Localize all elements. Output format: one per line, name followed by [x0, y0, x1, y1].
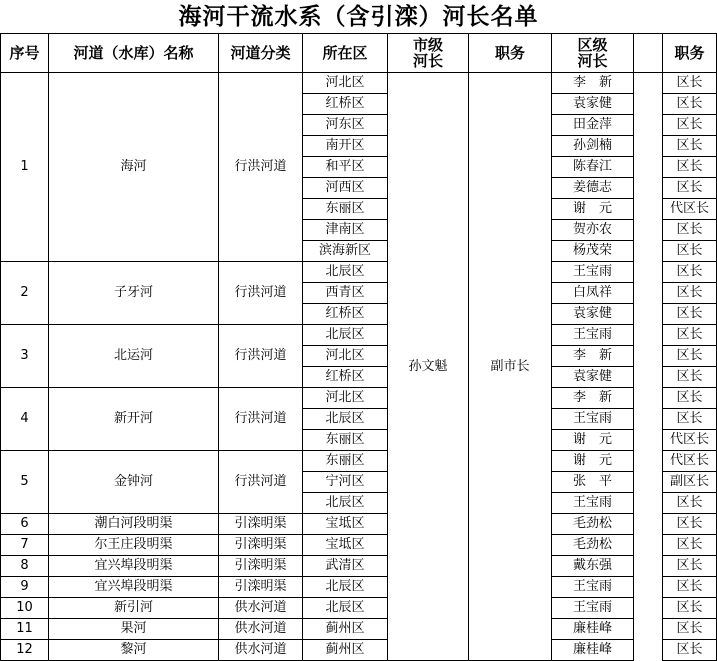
river-name-cell: 北运河 — [49, 325, 219, 388]
river-name-cell: 黎河 — [49, 640, 219, 661]
district-cell: 红桥区 — [303, 94, 388, 115]
district-position-cell: 区长 — [663, 577, 717, 598]
district-position-cell: 区长 — [663, 262, 717, 283]
district-position-cell: 区长 — [663, 157, 717, 178]
seq-cell: 1 — [1, 73, 49, 262]
district-chief-cell: 姜德志 — [552, 178, 634, 199]
district-chief-cell: 毛劲松 — [552, 514, 634, 535]
district-position-cell: 区长 — [663, 535, 717, 556]
district-chief-cell: 杨茂荣 — [552, 241, 634, 262]
district-cell: 武清区 — [303, 556, 388, 577]
header-city-position: 职务 — [469, 34, 552, 73]
district-position-cell: 区长 — [663, 283, 717, 304]
river-name-cell: 尔王庄段明渠 — [49, 535, 219, 556]
header-city-chief-line2: 河长 — [412, 51, 443, 70]
seq-cell: 10 — [1, 598, 49, 619]
district-position-cell: 区长 — [663, 325, 717, 346]
district-chief-cell: 贺亦农 — [552, 220, 634, 241]
header-city-chief — [388, 34, 469, 73]
table-row — [1, 514, 717, 535]
district-chief-cell: 李 新 — [552, 388, 634, 409]
table-row — [1, 262, 717, 283]
river-category-cell: 引滦明渠 — [219, 556, 303, 577]
district-chief-cell: 王宝雨 — [552, 598, 634, 619]
district-chief-cell: 袁家健 — [552, 94, 634, 115]
district-cell: 西青区 — [303, 283, 388, 304]
district-position-cell: 区长 — [663, 94, 717, 115]
seq-cell: 2 — [1, 262, 49, 325]
district-position-cell: 区长 — [663, 304, 717, 325]
district-position-cell: 代区长 — [663, 451, 717, 472]
header-district-chief-line1: 区级 — [577, 35, 608, 54]
river-category-cell: 行洪河道 — [219, 262, 303, 325]
river-name-cell: 新引河 — [49, 598, 219, 619]
district-cell: 北辰区 — [303, 598, 388, 619]
district-cell: 河北区 — [303, 73, 388, 94]
district-position-cell: 区长 — [663, 556, 717, 577]
river-category-cell: 引滦明渠 — [219, 514, 303, 535]
district-chief-cell: 田金萍 — [552, 115, 634, 136]
district-cell: 宁河区 — [303, 472, 388, 493]
district-cell: 蓟州区 — [303, 640, 388, 661]
seq-cell: 8 — [1, 556, 49, 577]
seq-cell: 12 — [1, 640, 49, 661]
seq-cell: 11 — [1, 619, 49, 640]
city-position-cell: 副市长 — [469, 73, 552, 661]
district-position-cell: 区长 — [663, 136, 717, 157]
header-city-chief-line1: 市级 — [412, 35, 443, 54]
district-position-cell: 区长 — [663, 640, 717, 661]
district-chief-cell: 白凤祥 — [552, 283, 634, 304]
river-category-cell: 供水河道 — [219, 640, 303, 661]
table-row — [1, 325, 717, 346]
document-title: 海河干流水系（含引滦）河长名单 — [178, 3, 539, 30]
district-cell: 南开区 — [303, 136, 388, 157]
district-position-cell: 区长 — [663, 73, 717, 94]
seq-cell: 4 — [1, 388, 49, 451]
district-position-cell: 区长 — [663, 409, 717, 430]
header-seq: 序号 — [1, 34, 49, 73]
district-chief-cell: 谢 元 — [552, 199, 634, 220]
district-position-cell: 区长 — [663, 493, 717, 514]
district-chief-cell: 谢 元 — [552, 430, 634, 451]
river-name-cell: 宜兴埠段明渠 — [49, 556, 219, 577]
district-cell: 宝坻区 — [303, 535, 388, 556]
table-row — [1, 535, 717, 556]
district-cell: 北辰区 — [303, 493, 388, 514]
district-chief-cell: 王宝雨 — [552, 325, 634, 346]
river-name-cell: 果河 — [49, 619, 219, 640]
district-chief-cell: 袁家健 — [552, 367, 634, 388]
district-cell: 北辰区 — [303, 577, 388, 598]
district-position-cell: 区长 — [663, 388, 717, 409]
district-position-cell: 区长 — [663, 241, 717, 262]
district-chief-cell: 李 新 — [552, 73, 634, 94]
river-name-cell: 新开河 — [49, 388, 219, 451]
table-body — [1, 73, 717, 661]
district-chief-cell: 王宝雨 — [552, 493, 634, 514]
table-row — [1, 598, 717, 619]
district-cell: 北辰区 — [303, 409, 388, 430]
table-row — [1, 556, 717, 577]
district-position-cell: 代区长 — [663, 430, 717, 451]
header-district-chief-line2: 河长 — [577, 51, 608, 70]
district-cell: 滨海新区 — [303, 241, 388, 262]
district-position-cell: 区长 — [663, 346, 717, 367]
gap-cell — [634, 73, 663, 661]
river-name-cell: 宜兴埠段明渠 — [49, 577, 219, 598]
district-chief-cell: 谢 元 — [552, 451, 634, 472]
district-chief-cell: 毛劲松 — [552, 535, 634, 556]
header-category: 河道分类 — [219, 34, 303, 73]
district-cell: 东丽区 — [303, 199, 388, 220]
district-chief-cell: 李 新 — [552, 346, 634, 367]
river-category-cell: 行洪河道 — [219, 73, 303, 262]
river-chief-table — [0, 33, 717, 661]
table-row — [1, 388, 717, 409]
river-category-cell: 行洪河道 — [219, 388, 303, 451]
seq-cell: 6 — [1, 514, 49, 535]
district-cell: 蓟州区 — [303, 619, 388, 640]
district-chief-cell: 孙剑楠 — [552, 136, 634, 157]
table-row — [1, 577, 717, 598]
district-cell: 津南区 — [303, 220, 388, 241]
seq-cell: 5 — [1, 451, 49, 514]
district-chief-cell: 廉桂峰 — [552, 619, 634, 640]
district-cell: 北辰区 — [303, 325, 388, 346]
river-name-cell: 海河 — [49, 73, 219, 262]
river-category-cell: 行洪河道 — [219, 451, 303, 514]
district-position-cell: 区长 — [663, 514, 717, 535]
district-chief-cell: 王宝雨 — [552, 409, 634, 430]
table-row — [1, 640, 717, 661]
header-district-chief — [552, 34, 634, 73]
district-position-cell: 代区长 — [663, 199, 717, 220]
seq-cell: 7 — [1, 535, 49, 556]
river-category-cell: 供水河道 — [219, 598, 303, 619]
river-name-cell: 子牙河 — [49, 262, 219, 325]
header-gap — [634, 34, 663, 73]
district-cell: 河北区 — [303, 388, 388, 409]
river-name-cell: 金钟河 — [49, 451, 219, 514]
seq-cell: 3 — [1, 325, 49, 388]
header-district-position: 职务 — [663, 34, 717, 73]
district-cell: 东丽区 — [303, 430, 388, 451]
district-cell: 红桥区 — [303, 304, 388, 325]
header-river: 河道（水库）名称 — [49, 34, 219, 73]
district-cell: 河西区 — [303, 178, 388, 199]
river-category-cell: 供水河道 — [219, 619, 303, 640]
table-row — [1, 73, 717, 94]
river-category-cell: 行洪河道 — [219, 325, 303, 388]
district-cell: 东丽区 — [303, 451, 388, 472]
river-category-cell: 引滦明渠 — [219, 535, 303, 556]
district-chief-cell: 王宝雨 — [552, 577, 634, 598]
river-category-cell: 引滦明渠 — [219, 577, 303, 598]
district-chief-cell: 陈春江 — [552, 157, 634, 178]
district-cell: 河北区 — [303, 346, 388, 367]
table-row — [1, 619, 717, 640]
river-name-cell: 潮白河段明渠 — [49, 514, 219, 535]
table-row — [1, 451, 717, 472]
district-position-cell: 区长 — [663, 619, 717, 640]
district-position-cell: 区长 — [663, 220, 717, 241]
district-chief-cell: 王宝雨 — [552, 262, 634, 283]
header-row — [1, 34, 717, 73]
district-cell: 和平区 — [303, 157, 388, 178]
district-position-cell: 区长 — [663, 115, 717, 136]
district-position-cell: 区长 — [663, 598, 717, 619]
district-position-cell: 区长 — [663, 178, 717, 199]
district-cell: 河东区 — [303, 115, 388, 136]
header-district: 所在区 — [303, 34, 388, 73]
district-chief-cell: 戴东强 — [552, 556, 634, 577]
district-chief-cell: 廉桂峰 — [552, 640, 634, 661]
district-chief-cell: 袁家健 — [552, 304, 634, 325]
district-cell: 红桥区 — [303, 367, 388, 388]
district-cell: 宝坻区 — [303, 514, 388, 535]
district-cell: 北辰区 — [303, 262, 388, 283]
city-chief-cell: 孙文魁 — [388, 73, 469, 661]
district-position-cell: 区长 — [663, 367, 717, 388]
seq-cell: 9 — [1, 577, 49, 598]
district-chief-cell: 张 平 — [552, 472, 634, 493]
district-position-cell: 副区长 — [663, 472, 717, 493]
